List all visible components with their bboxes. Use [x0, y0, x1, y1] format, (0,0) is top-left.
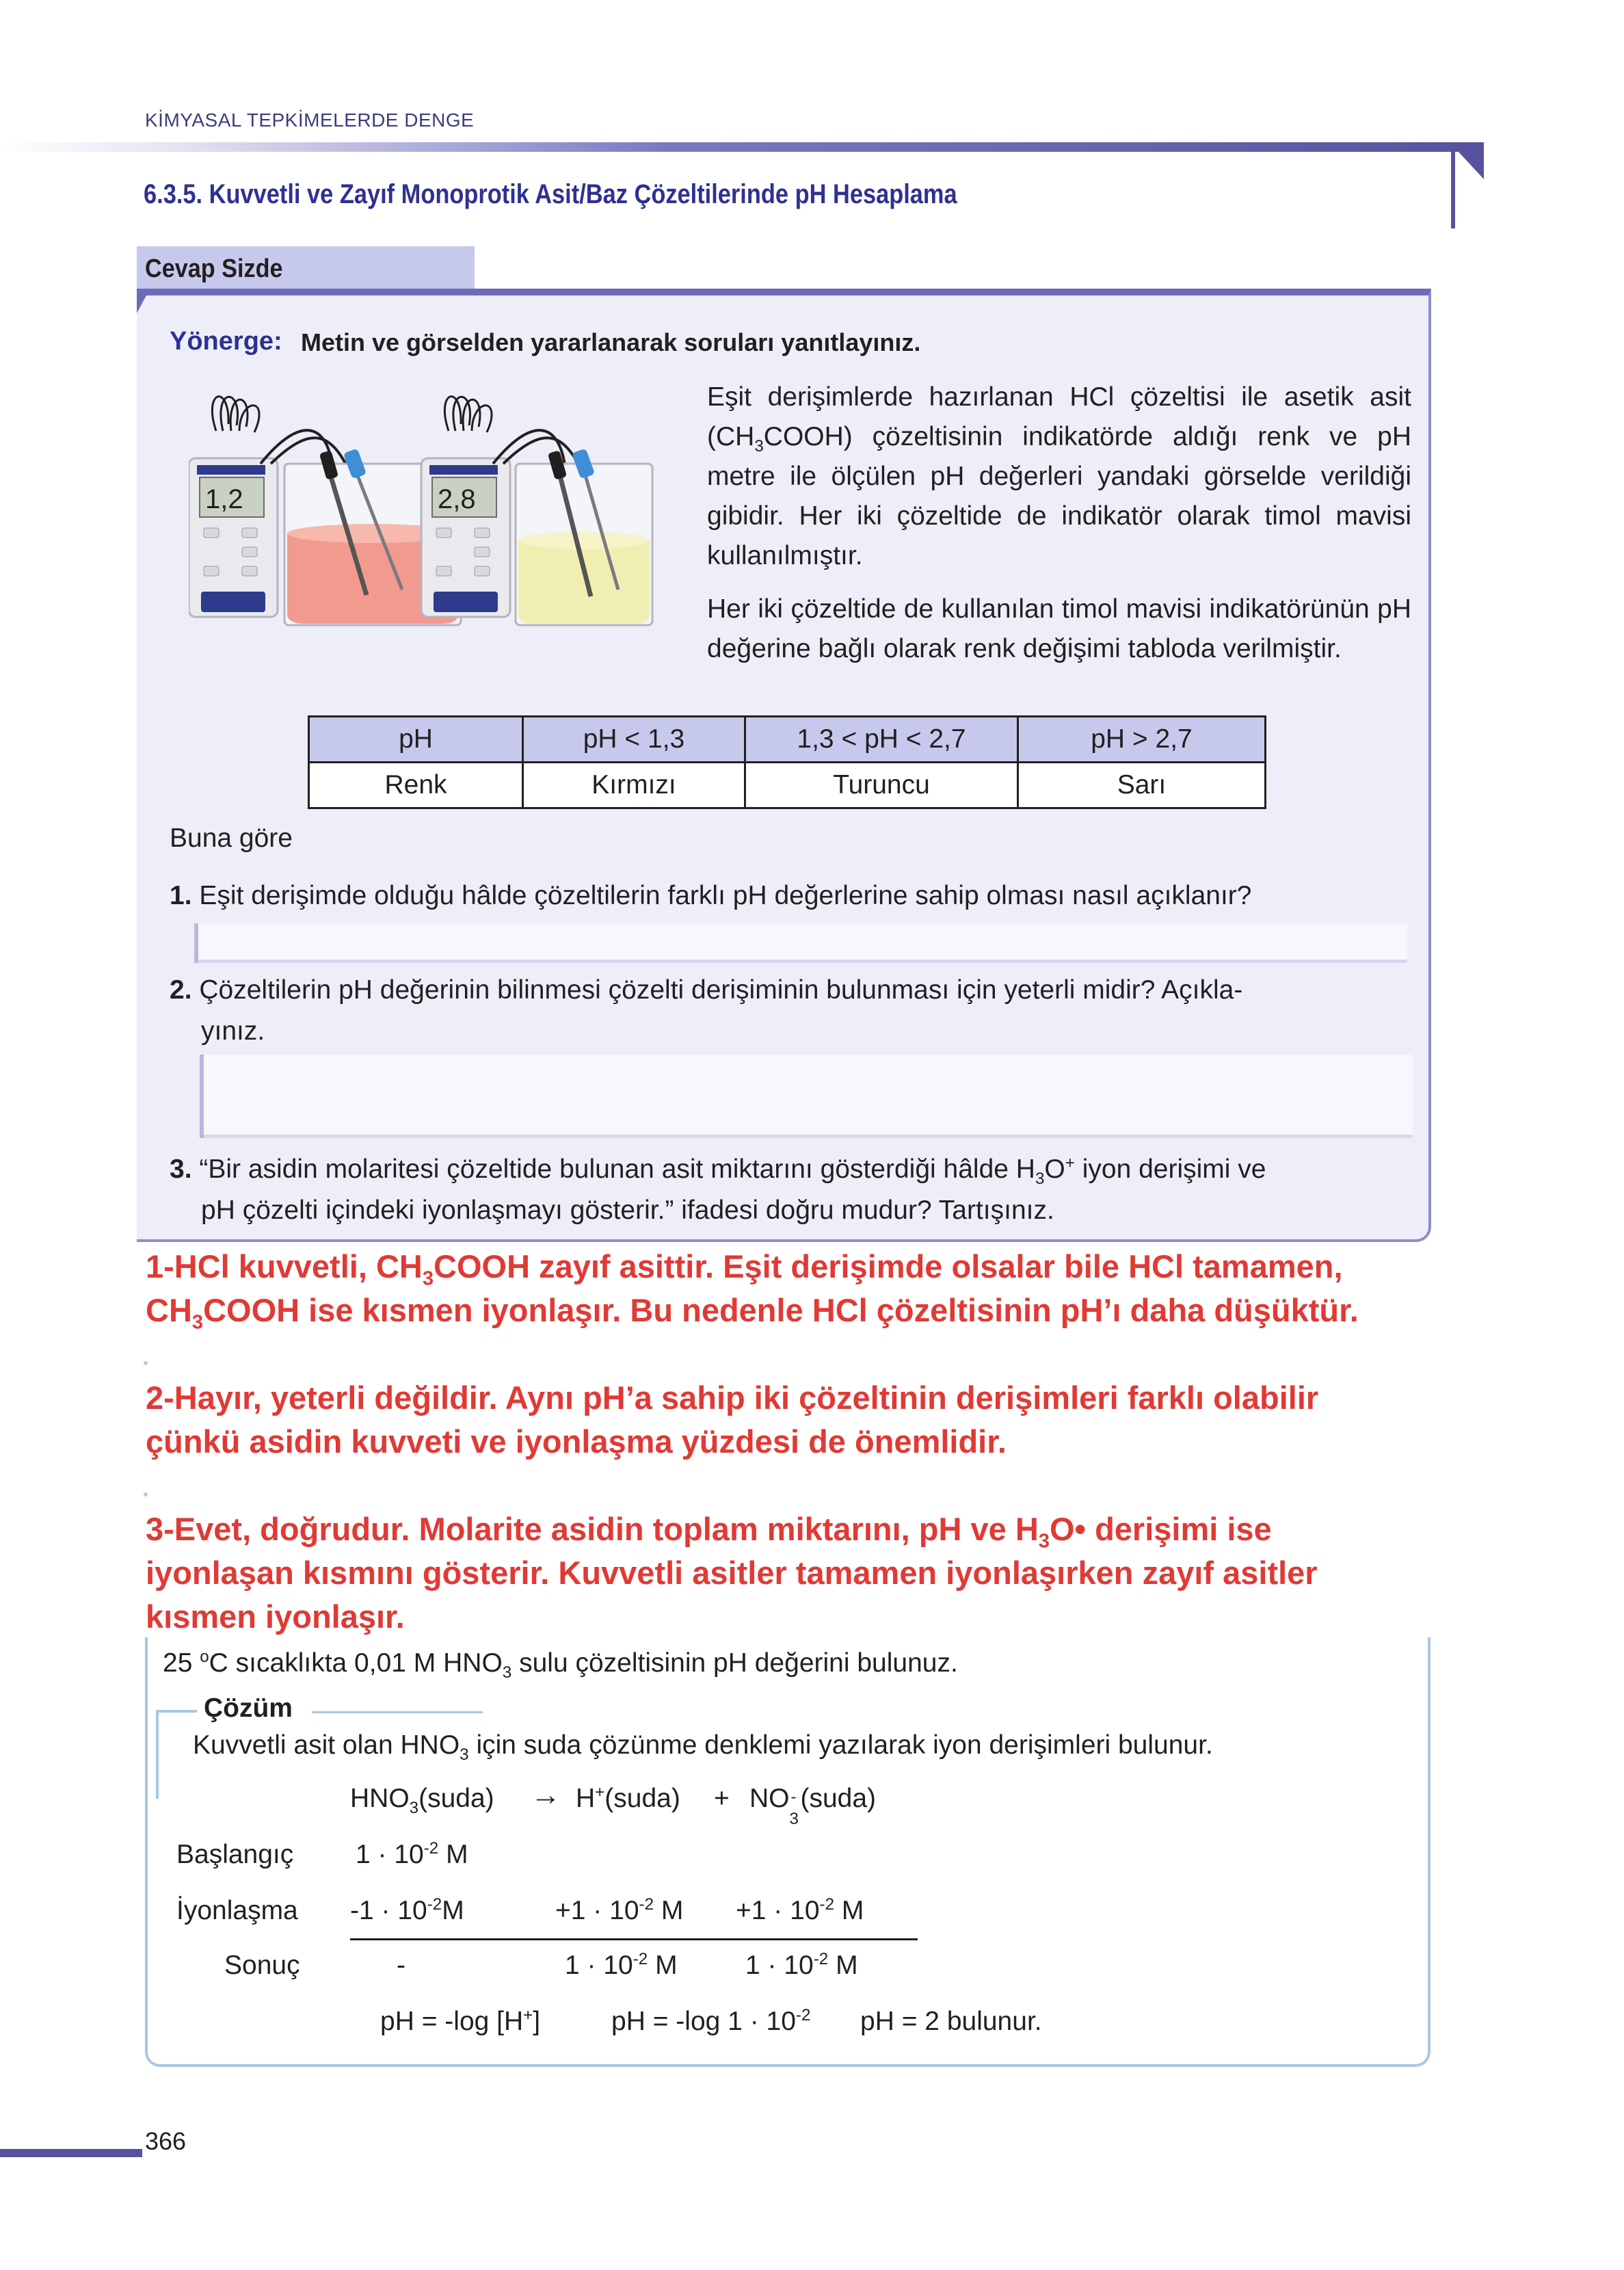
question-1: 1. Eşit derişimde olduğu hâlde çözeltilerin farklı pH değerlerine sahip olması nasıl açıklanır? [170, 881, 1252, 910]
equation-reactant: $HNO_3(suda)$ [350, 1784, 494, 1817]
page-number: 366 [145, 2127, 187, 2155]
cevap-sizde-label: Cevap Sizde [145, 254, 283, 283]
ph-meter-left [189, 397, 278, 617]
cozum-label: Çözüm [204, 1693, 293, 1723]
equation-product-no3: NO - (suda) [749, 1784, 877, 1813]
intro-paragraph-1: Eşit derişimlerde hazırlanan HCl çözeltisi ile asetik asit $(CH_3COOH)$ çözeltisinin indikatörde aldığı renk ve pH metre ile ölçülen pH değerleri yandaki görselde verildiği gibidir. Her iki çözeltide de indikatör olarak timol mavisi kullanılmıştır. [707, 382, 1411, 570]
header-rule [0, 142, 1484, 152]
meter-right-value: 2,8 [438, 484, 476, 514]
equation-product-h: H+(suda) [576, 1783, 680, 1813]
value-sonuc-hno3: - [397, 1951, 405, 1980]
row-label-iyonlasma: İyonlaşma [176, 1896, 298, 1925]
ph-meter-illustration [189, 383, 655, 629]
yonerge-label: Yönerge: [170, 327, 282, 356]
question-2: 2. Çözeltilerin pH değerinin bilinmesi çözelti derişiminin bulunması için yeterli midir? Açıkla- yınız. [170, 975, 1243, 1046]
value-iyonlasma-no3: $+1 \cdot 10^{-2}$ M [736, 1895, 864, 1925]
value-iyonlasma-h: $+1 \cdot 10^{-2}$ M [555, 1895, 684, 1925]
value-sonuc-no3: $1 \cdot 10^{-2}$ M [745, 1950, 858, 1980]
example-question: 25 $^o$C sıcaklıkta 0,01 M $HNO_3$ sulu çözeltisinin pH değerini bulunuz. [163, 1648, 958, 1682]
question-3: 3. “Bir asidin molaritesi çözeltide bulunan asit miktarını gösterdiği hâlde $H_3O^+$ iyon derişimi ve pH çözelti içindeki iyonlaşmayı gösterir.” ifadesi doğru mudur? Tartışınız. [170, 1154, 1266, 1225]
header-vertical-line [1451, 142, 1455, 228]
value-iyonlasma-hno3: $-1 \cdot 10^{-2}M$ [350, 1895, 464, 1925]
ph-result: pH = 2 bulunur. [860, 2007, 1042, 2036]
table-cell: Sarı [1018, 763, 1266, 808]
table-header-cell: pH > 2,7 [1018, 717, 1266, 763]
margin-dot [144, 1492, 148, 1496]
ph-meter-right [421, 397, 510, 617]
value-sonuc-h: $1 \cdot 10^{-2}$ M [565, 1950, 678, 1980]
ph-formula: pH = -log [H+] [380, 2006, 541, 2036]
value-baslangic: $1 \cdot 10^{-2}$ M [356, 1839, 468, 1869]
reaction-arrow: → [531, 1778, 561, 1812]
ph-substitution: pH = -log $1 \cdot 10^{-2}$ [611, 2006, 811, 2036]
yonerge-text: Metin ve görselden yararlanarak soruları yanıtlayınız. [301, 328, 921, 356]
intro-paragraph-2: Her iki çözeltide de kullanılan timol mavisi indikatörünün pH değerine bağlı olarak renk değişimi tabloda verilmiştir. [707, 594, 1411, 663]
cozum-text: Kuvvetli asit olan $HNO_3$ için suda çözünme denklemi yazılarak iyon derişimleri bulunur. [193, 1730, 1213, 1764]
table-header-cell: 1,3 < pH < 2,7 [745, 717, 1018, 763]
table-header-cell: pH < 1,3 [523, 717, 745, 763]
cozum-bracket-top [156, 1710, 197, 1713]
example-box [145, 1637, 1430, 2067]
running-head: KİMYASAL TEPKİMELERDE DENGE [145, 109, 475, 131]
sum-line [350, 1938, 918, 1940]
answer-field-1[interactable] [194, 923, 1407, 963]
buna-gore-text: Buna göre [170, 823, 293, 853]
meter-left-value: 1,2 [205, 484, 243, 514]
table-header-cell: pH [309, 717, 523, 763]
table-cell: Kırmızı [523, 763, 745, 808]
table-cell: Renk [309, 763, 523, 808]
beaker-right [493, 430, 652, 625]
row-label-sonuc: Sonuç [224, 1951, 300, 1980]
answer-3-text: 3-Evet, doğrudur. Molarite asidin toplam miktarını, pH ve $H_3O•$ derişimi ise iyonlaşan kısmını gösterir. Kuvvetli asitler tamamen iyonlaşırken zayıf asitler kısmen iyonlaşır. [146, 1511, 1318, 1635]
footer-rule [0, 2149, 142, 2157]
row-label-baslangic: Başlangıç [176, 1840, 294, 1869]
margin-dot [144, 1361, 148, 1365]
answer-1-text: 1-HCl kuvvetli, $CH_3COOH$ zayıf asittir. Eşit derişimde olsalar bile HCl tamamen, $CH_3COOH$ ise kısmen iyonlaşır. Bu nedenle HCl çözeltisinin pH’ı daha düşüktür. [146, 1248, 1359, 1334]
cevap-box-notch [137, 295, 146, 313]
cozum-bracket [156, 1710, 159, 1799]
answer-2-text: 2-Hayır, yeterli değildir. Aynı pH’a sahip iki çözeltinin derişimleri farklı olabilir çünkü asidin kuvveti ve iyonlaşma yüzdesi de önemlidir. [146, 1380, 1319, 1460]
equation-plus: + [714, 1784, 730, 1813]
table-cell: Turuncu [745, 763, 1018, 808]
section-title: 6.3.5. Kuvvetli ve Zayıf Monoprotik Asit/Baz Çözeltilerinde pH Hesaplama [144, 179, 957, 209]
indicator-color-table [308, 715, 1266, 809]
answer-field-2[interactable] [200, 1055, 1413, 1138]
cozum-underline [312, 1711, 483, 1713]
